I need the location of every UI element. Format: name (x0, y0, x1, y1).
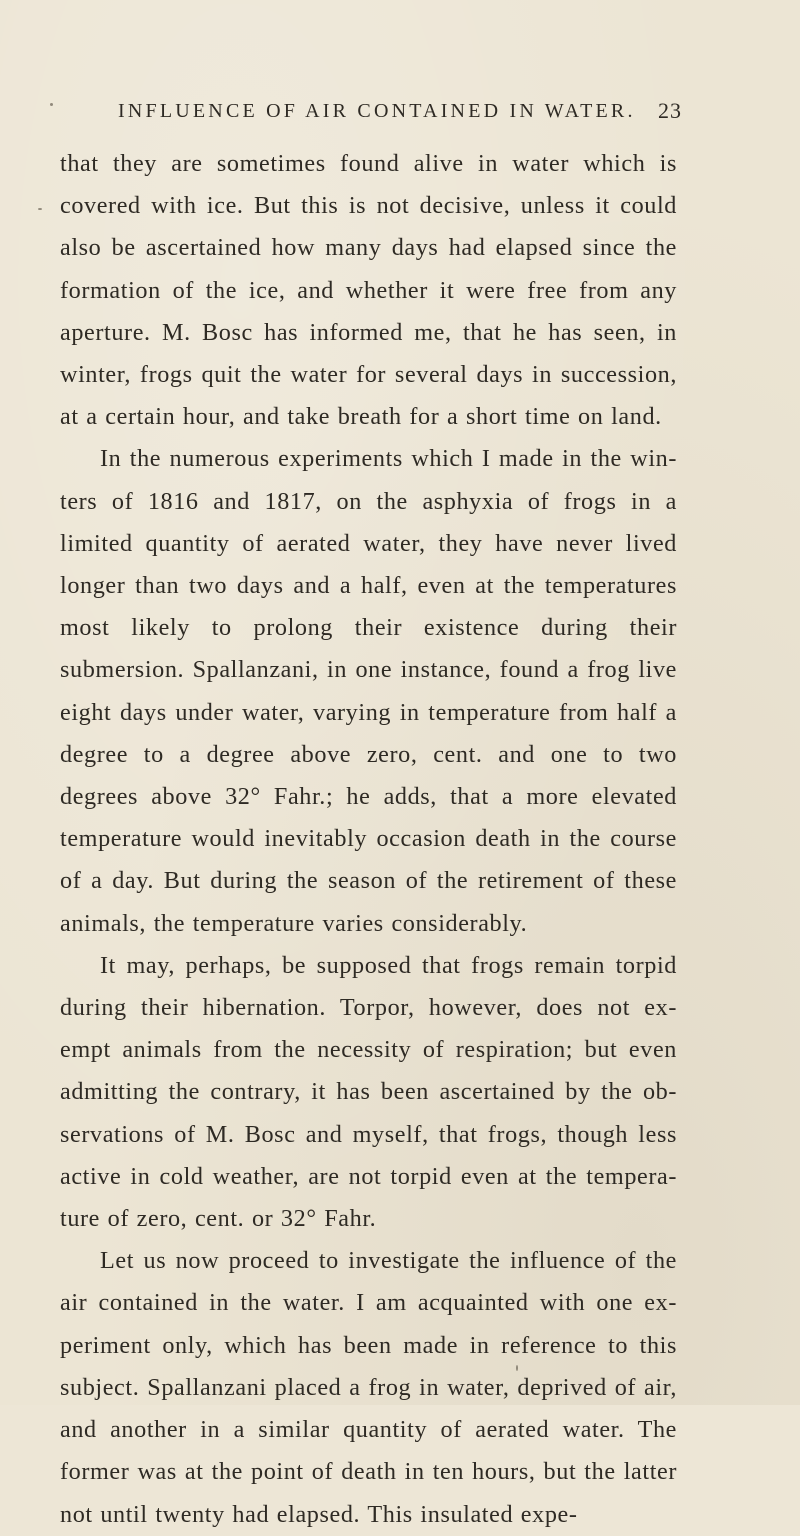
paragraph-continued: that they are sometimes found alive in water which is covered with ice. But this is not decisive, unless it could also be ascertained how many days had elapsed since the formation of the ice, and whether it were free from any aperture. M. Bosc has informed me, that he has seen, in winter, frogs quit the water for several days in succession, at a certain hour, and take breath for a short time on land. (60, 150, 677, 431)
paper-speck (38, 208, 42, 210)
running-head-title: INFLUENCE OF AIR CONTAINED IN WATER. (118, 100, 636, 122)
body-text (60, 143, 677, 1536)
paper-speck (50, 103, 53, 106)
running-head (118, 98, 682, 140)
paragraph-air-influence: Let us now proceed to investigate the influence of the air contained in the water. I am acquainted with one ex- periment only, which has been made in reference to this subject. Spallanzani placed a frog in water, deprived of air, and another in a similar quantity of aerated water. The former was at the point of death in ten hours, but the latter not until twenty had elapsed. This insulated expe- (60, 1247, 677, 1528)
paragraph-torpor: It may, perhaps, be supposed that frogs remain torpid during their hibernation. Torpor, however, does not ex- empt animals from the necessity of respiration; but even admitting the contrary, it has been ascertained by the ob- servations of M. Bosc and myself, that frogs, though less active in cold weather, are not torpid even at the tempera- ture of zero, cent. or 32° Fahr. (60, 951, 677, 1233)
page-number: 23 (658, 98, 682, 123)
paragraph-experiments: In the numerous experiments which I made in the win- ters of 1816 and 1817, on the asphyxia of frogs in a limited quantity of aerated water, they have never lived longer than two days and a half, even at the temperatures most likely to prolong their existence during their submersion. Spallanzani, in one instance, found a frog live eight days under water, varying in temperature from half a degree to a degree above zero, cent. and one to two degrees above 32° Fahr.; he adds, that a more elevated temperature would inevitably occasion death in the course of a day. But during the season of the retirement of these animals, the temperature varies considerably. (60, 445, 677, 937)
